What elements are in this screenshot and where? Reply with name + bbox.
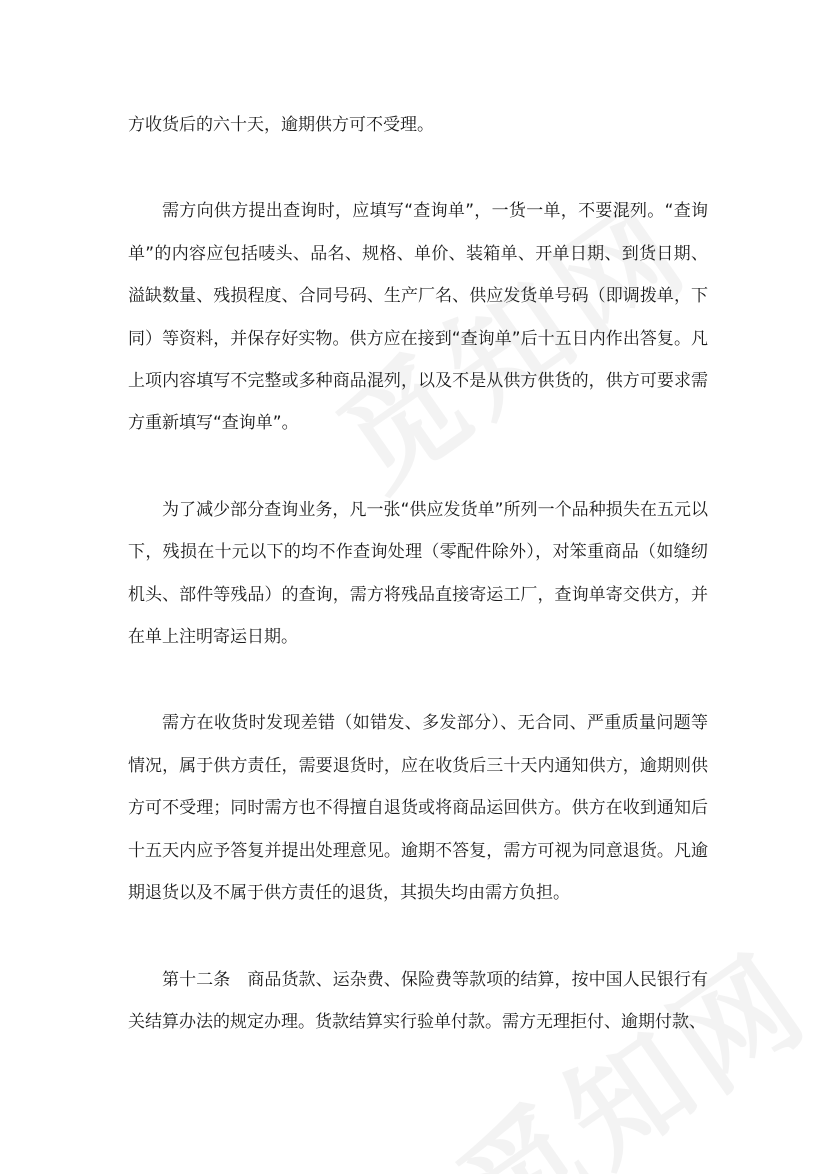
paragraph-reduce-inquiries: 为了减少部分查询业务，凡一张“供应发货单”所列一个品种损失在五元以下，残损在十元以下的均不作查询处理（零配件除外），对笨重商品（如缝纫机头、部件等残品）的查询，需方将残品直接寄运工厂，查询单寄交供方，并在单上注明寄运日期。	[128, 499, 708, 648]
paragraph-spacer	[128, 146, 708, 190]
paragraph-spacer	[128, 915, 708, 959]
paragraph-returns: 需方在收货时发现差错（如错发、多发部分）、无合同、严重质量问题等情况，属于供方责任，需要退货时，应在收货后三十天内通知供方，逾期则供方可不受理；同时需方也不得擅自退货或将商品运回供方。供方在收到通知后十五天内应予答复并提出处理意见。逾期不答复，需方可视为同意退货。凡逾期退货以及不属于供方责任的退货，其损失均由需方负担。	[128, 713, 708, 904]
paragraph-spacer	[128, 445, 708, 489]
document-body	[128, 104, 708, 1043]
paragraph-spacer	[128, 658, 708, 702]
paragraph-inquiry-form: 需方向供方提出查询时，应填写“查询单”，一货一单，不要混列。“查询单”的内容应包括唛头、品名、规格、单价、装箱单、开单日期、到货日期、溢缺数量、残损程度、合同号码、生产厂名、供应发货单号码（即调拨单，下同）等资料，并保存好实物。供方应在接到“查询单”后十五日内作出答复。凡上项内容填写不完整或多种商品混列，以及不是从供方供货的，供方可要求需方重新填写“查询单”。	[128, 201, 708, 434]
paragraph-continued: 方收货后的六十天，逾期供方可不受理。	[128, 115, 434, 135]
paragraph-article-12: 第十二条 商品货款、运杂费、保险费等款项的结算，按中国人民银行有关结算办法的规定办理。货款结算实行验单付款。需方无理拒付、逾期付款、	[128, 969, 708, 1032]
